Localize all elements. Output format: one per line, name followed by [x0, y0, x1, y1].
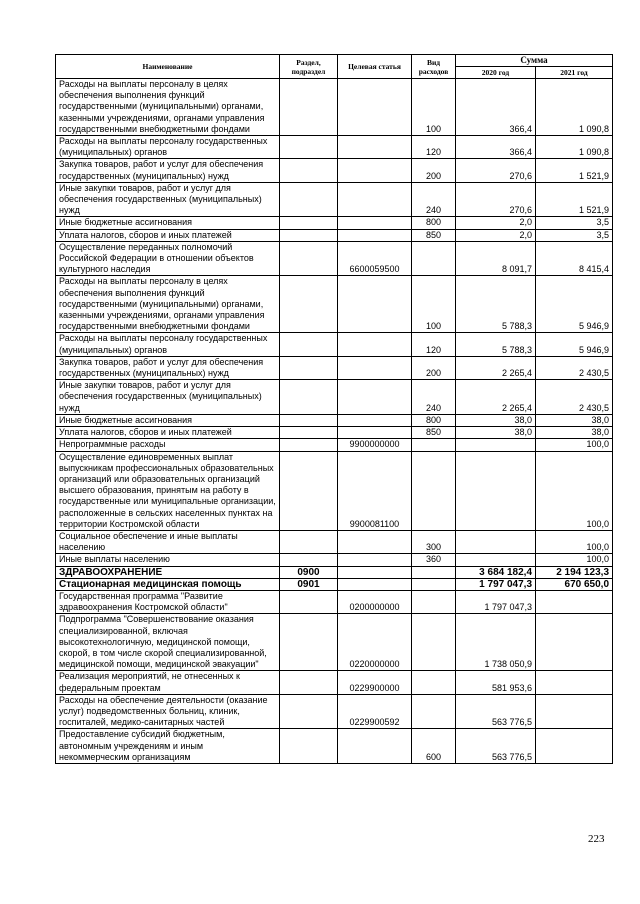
header-row [56, 55, 613, 67]
cell-target [338, 414, 412, 426]
table-row [56, 451, 613, 530]
cell-name: Уплата налогов, сборов и иных платежей [56, 229, 280, 241]
table-row [56, 530, 613, 553]
cell-expense-type: 100 [412, 276, 456, 333]
cell-2020: 1 797 047,3 [456, 590, 536, 613]
cell-2021 [536, 671, 613, 694]
cell-target: 0220000000 [338, 614, 412, 671]
cell-name: Уплата налогов, сборов и иных платежей [56, 427, 280, 439]
cell-expense-type: 300 [412, 530, 456, 553]
header-sum: Сумма [456, 55, 613, 67]
cell-2021: 2 430,5 [536, 380, 613, 415]
table-row [56, 614, 613, 671]
cell-2020 [456, 439, 536, 451]
cell-section [280, 217, 338, 229]
cell-section [280, 530, 338, 553]
header-name: Наименование [56, 55, 280, 79]
cell-name: Иные закупки товаров, работ и услуг для обеспечения государственных (муниципальных) нужд [56, 182, 280, 217]
cell-2021: 100,0 [536, 554, 613, 566]
cell-2020: 366,4 [456, 79, 536, 136]
table-row [56, 427, 613, 439]
cell-2021 [536, 729, 613, 764]
cell-expense-type [412, 439, 456, 451]
cell-expense-type: 200 [412, 356, 456, 379]
cell-name: Расходы на выплаты персоналу государственных (муниципальных) органов [56, 136, 280, 159]
cell-section [280, 451, 338, 530]
budget-table [55, 54, 613, 764]
cell-target [338, 217, 412, 229]
cell-section [280, 554, 338, 566]
cell-expense-type: 800 [412, 217, 456, 229]
cell-2021: 2 194 123,3 [536, 566, 613, 578]
cell-expense-type [412, 241, 456, 276]
cell-expense-type [412, 451, 456, 530]
cell-name: Социальное обеспечение и иные выплаты населению [56, 530, 280, 553]
cell-section [280, 136, 338, 159]
cell-section [280, 729, 338, 764]
cell-name: Иные закупки товаров, работ и услуг для обеспечения государственных (муниципальных) нужд [56, 380, 280, 415]
cell-2020: 3 684 182,4 [456, 566, 536, 578]
cell-target [338, 380, 412, 415]
cell-section: 0900 [280, 566, 338, 578]
header-year-2021: 2021 год [536, 67, 613, 79]
table-row [56, 356, 613, 379]
cell-2020: 5 788,3 [456, 276, 536, 333]
cell-2020 [456, 554, 536, 566]
cell-section [280, 439, 338, 451]
cell-name: Непрограммные расходы [56, 439, 280, 451]
cell-target [338, 333, 412, 356]
cell-section [280, 229, 338, 241]
cell-2021: 2 430,5 [536, 356, 613, 379]
cell-name: Реализация мероприятий, не отнесенных к федеральным проектам [56, 671, 280, 694]
table-row [56, 729, 613, 764]
cell-2020: 2,0 [456, 217, 536, 229]
table-row [56, 439, 613, 451]
cell-2021: 1 521,9 [536, 159, 613, 182]
page-number: 223 [588, 833, 605, 845]
cell-name: Стационарная медицинская помощь [56, 578, 280, 590]
cell-2021: 3,5 [536, 229, 613, 241]
cell-2020: 1 738 050,9 [456, 614, 536, 671]
cell-target: 0229900592 [338, 694, 412, 729]
cell-2021: 5 946,9 [536, 276, 613, 333]
cell-expense-type: 240 [412, 182, 456, 217]
cell-2021: 8 415,4 [536, 241, 613, 276]
cell-target: 9900000000 [338, 439, 412, 451]
cell-2021: 1 090,8 [536, 136, 613, 159]
cell-2020: 38,0 [456, 427, 536, 439]
cell-target: 9900081100 [338, 451, 412, 530]
cell-2020: 5 788,3 [456, 333, 536, 356]
cell-name: Расходы на выплаты персоналу в целях обеспечения выполнения функций государственными (муниципальными) органами, казенными учреждениями, органами управления государственными внебюджетными фондами [56, 276, 280, 333]
cell-2020: 581 953,6 [456, 671, 536, 694]
cell-2020: 2 265,4 [456, 380, 536, 415]
cell-name: Иные выплаты населению [56, 554, 280, 566]
cell-target [338, 578, 412, 590]
cell-2021: 100,0 [536, 439, 613, 451]
cell-name: Осуществление единовременных выплат выпускникам профессиональных образовательных организаций или образовательных организаций высшего образования, принятым на работу в государственные или муниципальные организации, расположенные в сельских населенных пунктах на территории Костромской области [56, 451, 280, 530]
table-row [56, 276, 613, 333]
table-row [56, 694, 613, 729]
cell-section [280, 671, 338, 694]
table-row [56, 159, 613, 182]
table-row [56, 79, 613, 136]
cell-target: 6600059500 [338, 241, 412, 276]
cell-target: 0229900000 [338, 671, 412, 694]
cell-2021: 38,0 [536, 427, 613, 439]
cell-target [338, 276, 412, 333]
cell-section [280, 356, 338, 379]
header-section: Раздел, подраздел [280, 55, 338, 79]
cell-expense-type: 120 [412, 136, 456, 159]
cell-2020: 1 797 047,3 [456, 578, 536, 590]
cell-target [338, 79, 412, 136]
cell-name: Закупка товаров, работ и услуг для обеспечения государственных (муниципальных) нужд [56, 356, 280, 379]
cell-target [338, 554, 412, 566]
cell-target [338, 136, 412, 159]
cell-name: Государственная программа "Развитие здравоохранения Костромской области" [56, 590, 280, 613]
cell-expense-type: 100 [412, 79, 456, 136]
cell-expense-type [412, 590, 456, 613]
cell-target [338, 729, 412, 764]
cell-2021: 1 090,8 [536, 79, 613, 136]
cell-section [280, 276, 338, 333]
cell-name: Расходы на выплаты персоналу в целях обеспечения выполнения функций государственными (муниципальными) органами, казенными учреждениями, органами управления государственными внебюджетными фондами [56, 79, 280, 136]
cell-expense-type [412, 578, 456, 590]
cell-section [280, 241, 338, 276]
cell-target [338, 427, 412, 439]
cell-section [280, 427, 338, 439]
table-row [56, 578, 613, 590]
cell-2021: 3,5 [536, 217, 613, 229]
cell-section [280, 333, 338, 356]
cell-2021: 38,0 [536, 414, 613, 426]
cell-expense-type: 120 [412, 333, 456, 356]
cell-target: 0200000000 [338, 590, 412, 613]
cell-expense-type: 850 [412, 427, 456, 439]
cell-2021: 100,0 [536, 451, 613, 530]
cell-section [280, 414, 338, 426]
table-row [56, 414, 613, 426]
cell-name: ЗДРАВООХРАНЕНИЕ [56, 566, 280, 578]
cell-2020: 8 091,7 [456, 241, 536, 276]
header-year-2020: 2020 год [456, 67, 536, 79]
budget-sheet [55, 54, 612, 764]
cell-expense-type [412, 566, 456, 578]
cell-target [338, 159, 412, 182]
cell-2021 [536, 694, 613, 729]
cell-2021: 670 650,0 [536, 578, 613, 590]
cell-name: Иные бюджетные ассигнования [56, 414, 280, 426]
cell-expense-type [412, 694, 456, 729]
cell-name: Осуществление переданных полномочий Российской Федерации в отношении объектов культурного наследия [56, 241, 280, 276]
header-target: Целевая статья [338, 55, 412, 79]
table-row [56, 566, 613, 578]
cell-section [280, 380, 338, 415]
cell-name: Расходы на выплаты персоналу государственных (муниципальных) органов [56, 333, 280, 356]
cell-name: Закупка товаров, работ и услуг для обеспечения государственных (муниципальных) нужд [56, 159, 280, 182]
cell-target [338, 566, 412, 578]
table-row [56, 380, 613, 415]
cell-section [280, 614, 338, 671]
cell-expense-type: 800 [412, 414, 456, 426]
cell-section [280, 182, 338, 217]
cell-name: Подпрограмма "Совершенствование оказания специализированной, включая высокотехнологичную, медицинской помощи, скорой, в том числе скорой специализированной, медицинской помощи, медицинской эвакуации" [56, 614, 280, 671]
cell-2021: 100,0 [536, 530, 613, 553]
cell-target [338, 182, 412, 217]
cell-2021 [536, 590, 613, 613]
cell-2021 [536, 614, 613, 671]
cell-2020: 563 776,5 [456, 729, 536, 764]
cell-2020: 270,6 [456, 182, 536, 217]
cell-section [280, 159, 338, 182]
cell-expense-type [412, 671, 456, 694]
cell-2021: 1 521,9 [536, 182, 613, 217]
cell-2021: 5 946,9 [536, 333, 613, 356]
table-row [56, 136, 613, 159]
header-expense-type: Вид расходов [412, 55, 456, 79]
table-row [56, 217, 613, 229]
cell-2020 [456, 451, 536, 530]
table-row [56, 229, 613, 241]
table-row [56, 182, 613, 217]
cell-target [338, 530, 412, 553]
cell-expense-type: 600 [412, 729, 456, 764]
cell-section [280, 590, 338, 613]
cell-2020: 38,0 [456, 414, 536, 426]
table-row [56, 333, 613, 356]
cell-target [338, 229, 412, 241]
table-body [56, 79, 613, 764]
cell-name: Расходы на обеспечение деятельности (оказание услуг) подведомственных больниц, клиник, госпиталей, медико-санитарных частей [56, 694, 280, 729]
cell-2020: 2 265,4 [456, 356, 536, 379]
table-row [56, 241, 613, 276]
table-row [56, 590, 613, 613]
cell-name: Предоставление субсидий бюджетным, автономным учреждениям и иным некоммерческим организациям [56, 729, 280, 764]
cell-name: Иные бюджетные ассигнования [56, 217, 280, 229]
cell-2020: 2,0 [456, 229, 536, 241]
cell-section [280, 694, 338, 729]
table-row [56, 671, 613, 694]
cell-2020: 366,4 [456, 136, 536, 159]
cell-section: 0901 [280, 578, 338, 590]
cell-target [338, 356, 412, 379]
cell-expense-type: 360 [412, 554, 456, 566]
cell-expense-type: 240 [412, 380, 456, 415]
cell-expense-type [412, 614, 456, 671]
cell-expense-type: 850 [412, 229, 456, 241]
cell-2020 [456, 530, 536, 553]
table-row [56, 554, 613, 566]
cell-section [280, 79, 338, 136]
cell-2020: 563 776,5 [456, 694, 536, 729]
cell-expense-type: 200 [412, 159, 456, 182]
cell-2020: 270,6 [456, 159, 536, 182]
